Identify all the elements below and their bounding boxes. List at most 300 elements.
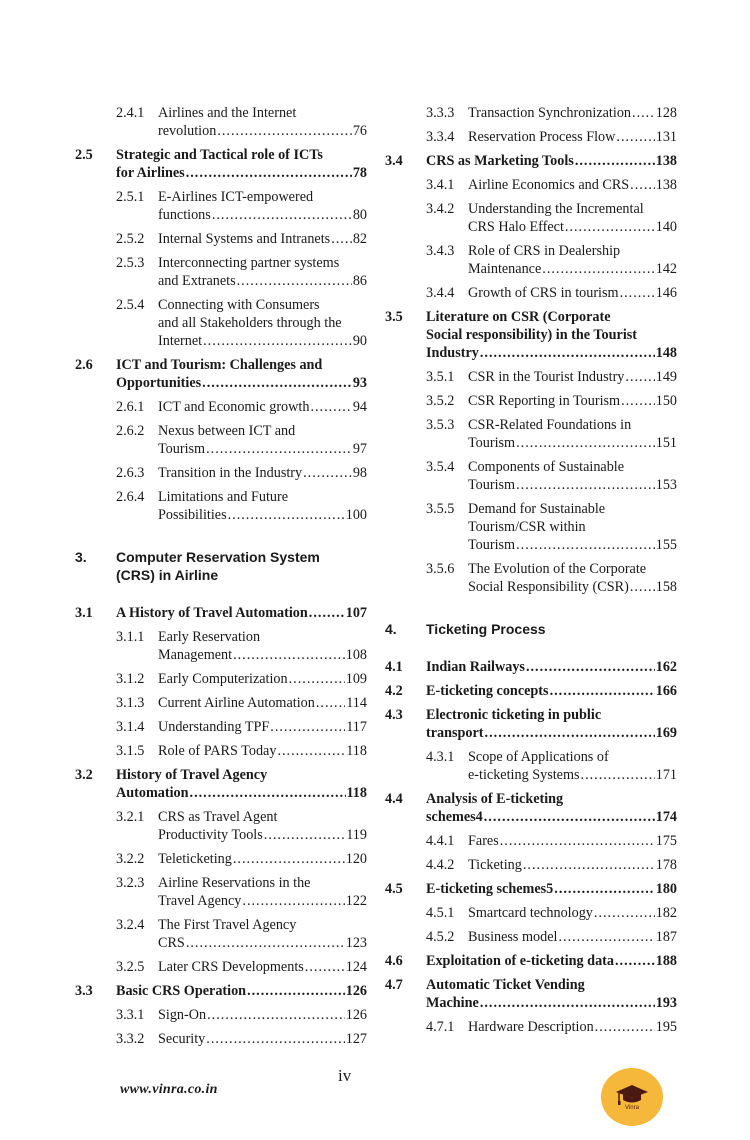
toc-entry-number: 4.1	[385, 659, 403, 675]
toc-entry-number: 4.3	[385, 707, 403, 723]
toc-page-number: 107	[345, 605, 367, 621]
toc-page-number: 119	[346, 827, 367, 843]
toc-title-line: Tourism/CSR within	[468, 519, 586, 535]
toc-subsection-entry[interactable]	[385, 392, 677, 410]
toc-entry-title	[468, 104, 677, 122]
toc-page-number: 80	[352, 207, 367, 223]
toc-title-line: Opportunities	[116, 375, 202, 391]
toc-entry-title	[468, 392, 677, 410]
toc-entry-title	[426, 976, 677, 1012]
toc-subsection-entry[interactable]	[385, 368, 677, 386]
dot-leader	[242, 892, 344, 910]
toc-entry-title	[468, 284, 677, 302]
toc-entry-number: 2.5.4	[116, 297, 145, 313]
toc-section-entry[interactable]	[75, 982, 367, 1000]
toc-title-line: Transaction Synchronization	[468, 105, 632, 121]
toc-title-line: Transition in the Industry	[158, 465, 303, 481]
dot-leader	[202, 374, 352, 392]
toc-entry-title	[158, 398, 367, 416]
toc-entry-title	[426, 152, 677, 170]
toc-page-number: 140	[655, 219, 677, 235]
toc-entry-title	[468, 560, 677, 596]
toc-page-number: 153	[655, 477, 677, 493]
toc-entry-number: 3.5.5	[426, 501, 455, 517]
toc-entry-title	[158, 850, 367, 868]
dot-leader	[484, 808, 655, 826]
toc-title-line: Internal Systems and Intranets	[158, 231, 331, 247]
toc-title-line: Role of CRS in Dealership	[468, 243, 621, 259]
toc-page-number: 150	[655, 393, 677, 409]
toc-subsection-entry[interactable]	[385, 200, 677, 236]
toc-subsection-entry[interactable]	[385, 832, 677, 850]
toc-subsection-entry[interactable]	[75, 958, 367, 976]
toc-page-number: 166	[655, 683, 677, 699]
toc-entry-number: 3.2.5	[116, 959, 145, 975]
toc-subsection-entry[interactable]	[75, 230, 367, 248]
dot-leader	[277, 742, 345, 760]
toc-title-line: Growth of CRS in tourism	[468, 285, 619, 301]
toc-page-number: 76	[352, 123, 367, 139]
toc-page-number: 118	[346, 743, 367, 759]
toc-entry-number: 4.4.1	[426, 833, 455, 849]
toc-entry-number: 2.5	[75, 147, 93, 163]
toc-page-number: 180	[655, 881, 677, 897]
toc-entry-title	[158, 104, 367, 140]
toc-subsection-entry[interactable]	[75, 296, 367, 350]
toc-title-line: Scope of Applications of	[468, 749, 609, 765]
dot-leader	[550, 682, 655, 700]
toc-chapter-heading[interactable]	[385, 620, 677, 638]
toc-subsection-entry[interactable]	[75, 422, 367, 458]
toc-title-line: ICT and Tourism: Challenges and	[116, 357, 323, 373]
toc-section-entry[interactable]	[385, 952, 677, 970]
toc-entry-number: 3.2.2	[116, 851, 145, 867]
toc-entry-number: 3.5.3	[426, 417, 455, 433]
dot-leader	[558, 928, 654, 946]
toc-title-line: Sign-On	[158, 1007, 207, 1023]
toc-entry-number: 4.7	[385, 977, 403, 993]
toc-entry-number: 2.5.2	[116, 231, 145, 247]
toc-title-line: Industry	[426, 345, 479, 361]
toc-entry-title	[468, 200, 677, 236]
dot-leader	[310, 398, 351, 416]
toc-entry-title	[468, 128, 677, 146]
toc-subsection-entry[interactable]	[75, 718, 367, 736]
toc-title-line: schemes4	[426, 809, 483, 825]
dot-leader	[516, 476, 655, 494]
toc-entry-number: 3.4.2	[426, 201, 455, 217]
toc-entry-title	[116, 548, 367, 584]
dot-leader	[233, 850, 345, 868]
dot-leader	[625, 368, 654, 386]
toc-entry-number: 3.1.1	[116, 629, 145, 645]
toc-page-number: 148	[655, 345, 677, 361]
toc-subsection-entry[interactable]	[75, 188, 367, 224]
toc-entry-number: 4.5	[385, 881, 403, 897]
toc-page-number: 124	[345, 959, 367, 975]
toc-section-entry[interactable]	[385, 976, 677, 1012]
toc-subsection-entry[interactable]	[385, 500, 677, 554]
toc-page-number: 155	[655, 537, 677, 553]
toc-page-number: 86	[352, 273, 367, 289]
toc-title-line: Social Responsibility (CSR)	[468, 579, 629, 595]
toc-page-number: 118	[346, 785, 367, 801]
toc-entry-number: 3.2	[75, 767, 93, 783]
toc-title-line: CSR-Related Foundations in	[468, 417, 632, 433]
toc-entry-number: 3.2.3	[116, 875, 145, 891]
toc-entry-title	[158, 254, 367, 290]
toc-section-entry[interactable]	[385, 706, 677, 742]
toc-subsection-entry[interactable]	[75, 808, 367, 844]
dot-leader	[542, 260, 654, 278]
toc-section-entry[interactable]	[385, 790, 677, 826]
toc-title-line: Current Airline Automation	[158, 695, 315, 711]
toc-title-line: Computer Reservation System	[116, 549, 320, 565]
toc-entry-number: 3.3.1	[116, 1007, 145, 1023]
dot-leader	[620, 284, 655, 302]
toc-entry-title	[426, 952, 677, 970]
toc-entry-number: 2.5.1	[116, 189, 145, 205]
toc-entry-title	[158, 488, 367, 524]
toc-title-line: The First Travel Agency	[158, 917, 297, 933]
toc-page-number: 131	[655, 129, 677, 145]
toc-title-line: revolution	[158, 123, 217, 139]
toc-page-number: 188	[655, 953, 677, 969]
toc-section-entry[interactable]	[385, 152, 677, 170]
toc-entry-title	[158, 230, 367, 248]
dot-leader	[217, 122, 351, 140]
toc-subsection-entry[interactable]	[75, 398, 367, 416]
toc-page-number: 146	[655, 285, 677, 301]
toc-section-entry[interactable]	[75, 146, 367, 182]
toc-subsection-entry[interactable]	[385, 242, 677, 278]
dot-leader	[526, 658, 655, 676]
toc-title-line: Early Computerization	[158, 671, 288, 687]
toc-entry-title	[158, 422, 367, 458]
toc-page-number: 114	[346, 695, 367, 711]
toc-page-number: 149	[655, 369, 677, 385]
toc-title-line: CRS as Marketing Tools	[426, 153, 574, 169]
toc-entry-title	[468, 500, 677, 554]
dot-leader	[500, 832, 655, 850]
dot-leader	[247, 982, 345, 1000]
toc-subsection-entry[interactable]	[385, 284, 677, 302]
dot-leader	[270, 718, 345, 736]
dot-leader	[516, 536, 655, 554]
dot-leader	[186, 934, 345, 952]
toc-entry-number: 3.1	[75, 605, 93, 621]
toc-title-line: Tourism	[468, 477, 516, 493]
toc-subsection-entry[interactable]	[385, 416, 677, 452]
toc-title-line: CRS as Travel Agent	[158, 809, 278, 825]
toc-entry-number: 3.3.4	[426, 129, 455, 145]
toc-title-line: Ticketing Process	[426, 621, 546, 637]
toc-left-column	[75, 104, 367, 1054]
toc-title-line: Tourism	[158, 441, 206, 457]
toc-entry-number: 3.2.1	[116, 809, 145, 825]
toc-title-line: CRS	[158, 935, 185, 951]
toc-page-number: 100	[345, 507, 367, 523]
toc-entry-title	[158, 916, 367, 952]
toc-page-number: 82	[352, 231, 367, 247]
toc-subsection-entry[interactable]	[385, 128, 677, 146]
dot-leader	[190, 784, 346, 802]
toc-entry-number: 3.4.1	[426, 177, 455, 193]
toc-subsection-entry[interactable]	[75, 874, 367, 910]
toc-title-line: Demand for Sustainable	[468, 501, 606, 517]
toc-entry-title	[468, 928, 677, 946]
toc-page-number: 126	[345, 983, 367, 999]
toc-subsection-entry[interactable]	[75, 1006, 367, 1024]
toc-entry-title	[116, 146, 367, 182]
toc-page-number: 142	[655, 261, 677, 277]
toc-title-line: and Extranets	[158, 273, 236, 289]
toc-entry-title	[468, 368, 677, 386]
toc-title-line: Maintenance	[468, 261, 542, 277]
toc-subsection-entry[interactable]	[385, 176, 677, 194]
toc-entry-number: 3.5.4	[426, 459, 455, 475]
toc-entry-title	[426, 620, 677, 638]
toc-title-line: History of Travel Agency	[116, 767, 268, 783]
toc-right-column	[385, 104, 677, 1042]
toc-title-line: Basic CRS Operation	[116, 983, 247, 999]
toc-page-number: 126	[345, 1007, 367, 1023]
dot-leader	[615, 952, 655, 970]
toc-entry-title	[158, 1030, 367, 1048]
dot-leader	[480, 344, 655, 362]
toc-title-line: Components of Sustainable	[468, 459, 625, 475]
toc-entry-title	[158, 1006, 367, 1024]
toc-title-line: Tourism	[468, 537, 516, 553]
dot-leader	[630, 578, 655, 596]
toc-subsection-entry[interactable]	[385, 904, 677, 922]
toc-page-number: 175	[655, 833, 677, 849]
dot-leader	[212, 206, 352, 224]
dot-leader	[630, 176, 655, 194]
dot-leader	[523, 856, 655, 874]
toc-entry-number: 2.6.2	[116, 423, 145, 439]
toc-entry-number: 3.4.4	[426, 285, 455, 301]
toc-chapter-heading[interactable]	[75, 548, 367, 584]
toc-subsection-entry[interactable]	[75, 694, 367, 712]
toc-title-line: Role of PARS Today	[158, 743, 277, 759]
toc-title-line: CSR Reporting in Tourism	[468, 393, 621, 409]
toc-entry-title	[468, 242, 677, 278]
toc-title-line: functions	[158, 207, 211, 223]
dot-leader	[595, 1018, 655, 1036]
toc-section-entry[interactable]	[75, 356, 367, 392]
toc-section-entry[interactable]	[385, 658, 677, 676]
toc-entry-number: 2.4.1	[116, 105, 145, 121]
toc-title-line: Security	[158, 1031, 206, 1047]
toc-title-line: Exploitation of e-ticketing data	[426, 953, 614, 969]
dot-leader	[575, 152, 655, 170]
toc-title-line: Business model	[468, 929, 558, 945]
toc-subsection-entry[interactable]	[75, 254, 367, 290]
toc-entry-title	[468, 1018, 677, 1036]
toc-subsection-entry[interactable]	[385, 856, 677, 874]
toc-section-entry[interactable]	[385, 880, 677, 898]
toc-entry-title	[116, 604, 367, 622]
toc-entry-title	[468, 856, 677, 874]
toc-entry-title	[158, 188, 367, 224]
toc-page-number: 94	[352, 399, 367, 415]
toc-title-line: Travel Agency	[158, 893, 242, 909]
toc-entry-number: 3.	[75, 549, 87, 565]
toc-title-line: transport	[426, 725, 484, 741]
toc-title-line: Hardware Description	[468, 1019, 594, 1035]
toc-subsection-entry[interactable]	[75, 742, 367, 760]
toc-entry-title	[116, 356, 367, 392]
toc-page-number: 128	[655, 105, 677, 121]
toc-entry-number: 4.6	[385, 953, 403, 969]
toc-entry-title	[468, 832, 677, 850]
toc-subsection-entry[interactable]	[75, 1030, 367, 1048]
dot-leader	[305, 958, 345, 976]
toc-title-line: Airlines and the Internet	[158, 105, 297, 121]
dot-leader	[203, 332, 352, 350]
toc-subsection-entry[interactable]	[75, 628, 367, 664]
toc-subsection-entry[interactable]	[385, 458, 677, 494]
toc-subsection-entry[interactable]	[385, 560, 677, 596]
toc-entry-number: 3.5	[385, 309, 403, 325]
toc-title-line: CSR in the Tourist Industry	[468, 369, 625, 385]
dot-leader	[289, 670, 345, 688]
toc-page-number: 93	[352, 375, 367, 391]
toc-title-line: Indian Railways	[426, 659, 525, 675]
toc-subsection-entry[interactable]	[385, 928, 677, 946]
toc-entry-number: 4.	[385, 621, 397, 637]
graduation-cap-icon	[615, 1083, 649, 1107]
toc-page-number: 138	[655, 153, 677, 169]
toc-subsection-entry[interactable]	[75, 850, 367, 868]
toc-entry-title	[468, 416, 677, 452]
website-url: www.vinra.co.in	[120, 1082, 218, 1097]
dot-leader	[565, 218, 655, 236]
toc-page-number: 123	[345, 935, 367, 951]
toc-page-number: 109	[345, 671, 367, 687]
toc-entry-number: 2.5.3	[116, 255, 145, 271]
dot-leader	[264, 826, 345, 844]
toc-title-line: CRS Halo Effect	[468, 219, 564, 235]
toc-entry-number: 2.6.4	[116, 489, 145, 505]
toc-entry-number: 3.5.1	[426, 369, 455, 385]
toc-page-number: 171	[655, 767, 677, 783]
toc-page-number: 193	[655, 995, 677, 1011]
toc-section-entry[interactable]	[385, 308, 677, 362]
toc-entry-title	[468, 748, 677, 784]
toc-page-number: 187	[655, 929, 677, 945]
dot-leader	[303, 464, 352, 482]
toc-entry-title	[158, 742, 367, 760]
toc-page-number: 127	[345, 1031, 367, 1047]
toc-title-line: Teleticketing	[158, 851, 232, 867]
toc-entry-number: 3.4	[385, 153, 403, 169]
dot-leader	[516, 434, 655, 452]
toc-entry-title	[426, 880, 677, 898]
dot-leader	[632, 104, 655, 122]
toc-page-number: 174	[655, 809, 677, 825]
toc-entry-number: 2.6.1	[116, 399, 145, 415]
toc-page-number: 178	[655, 857, 677, 873]
toc-entry-title	[468, 176, 677, 194]
toc-subsection-entry[interactable]	[75, 104, 367, 140]
toc-title-line: Smartcard technology	[468, 905, 593, 921]
logo-text: Vinra	[625, 1105, 639, 1111]
toc-title-line: ICT and Economic growth	[158, 399, 310, 415]
dot-leader	[331, 230, 352, 248]
toc-title-line: Analysis of E-ticketing	[426, 791, 564, 807]
toc-subsection-entry[interactable]	[75, 916, 367, 952]
toc-title-line: e-ticketing Systems	[468, 767, 580, 783]
toc-section-entry[interactable]	[75, 766, 367, 802]
toc-entry-title	[426, 706, 677, 742]
toc-page-number: 151	[655, 435, 677, 451]
dot-leader	[237, 272, 352, 290]
toc-section-entry[interactable]	[75, 604, 367, 622]
toc-entry-title	[158, 628, 367, 664]
toc-title-line: Reservation Process Flow	[468, 129, 616, 145]
toc-entry-number: 3.1.4	[116, 719, 145, 735]
toc-entry-title	[158, 296, 367, 350]
toc-entry-title	[158, 874, 367, 910]
toc-entry-title	[116, 766, 367, 802]
toc-entry-number: 3.1.5	[116, 743, 145, 759]
toc-section-entry[interactable]	[385, 682, 677, 700]
toc-title-line: Possibilities	[158, 507, 227, 523]
toc-title-line: Machine	[426, 995, 479, 1011]
toc-page-number: 97	[352, 441, 367, 457]
toc-subsection-entry[interactable]	[385, 104, 677, 122]
toc-entry-number: 3.4.3	[426, 243, 455, 259]
dot-leader	[207, 1006, 345, 1024]
toc-subsection-entry[interactable]	[75, 488, 367, 524]
toc-entry-title	[116, 982, 367, 1000]
toc-entry-number: 3.3.2	[116, 1031, 145, 1047]
toc-subsection-entry[interactable]	[75, 464, 367, 482]
toc-title-line: E-ticketing schemes5	[426, 881, 554, 897]
toc-subsection-entry[interactable]	[385, 1018, 677, 1036]
toc-page-number: 90	[352, 333, 367, 349]
toc-entry-title	[158, 808, 367, 844]
toc-title-line: Ticketing	[468, 857, 522, 873]
toc-entry-number: 2.6.3	[116, 465, 145, 481]
toc-entry-title	[426, 658, 677, 676]
toc-entry-number: 4.2	[385, 683, 403, 699]
toc-entry-number: 4.5.2	[426, 929, 455, 945]
toc-entry-number: 3.2.4	[116, 917, 145, 933]
toc-entry-number: 4.3.1	[426, 749, 455, 765]
toc-subsection-entry[interactable]	[385, 748, 677, 784]
publisher-logo	[601, 1068, 663, 1126]
toc-page-number: 117	[346, 719, 367, 735]
toc-entry-number: 3.1.2	[116, 671, 145, 687]
toc-title-line: and all Stakeholders through the	[158, 315, 342, 331]
toc-title-line: Nexus between ICT and	[158, 423, 296, 439]
dot-leader	[594, 904, 655, 922]
toc-title-line: Airline Reservations in the	[158, 875, 311, 891]
toc-page-number: 78	[352, 165, 367, 181]
toc-title-line: Literature on CSR (Corporate	[426, 309, 611, 325]
dot-leader	[206, 440, 352, 458]
toc-title-line: (CRS) in Airline	[116, 567, 219, 583]
toc-entry-title	[426, 308, 677, 362]
dot-leader	[309, 604, 345, 622]
toc-title-line: Strategic and Tactical role of ICTs	[116, 147, 323, 163]
dot-leader	[186, 164, 352, 182]
toc-entry-number: 4.4.2	[426, 857, 455, 873]
toc-subsection-entry[interactable]	[75, 670, 367, 688]
